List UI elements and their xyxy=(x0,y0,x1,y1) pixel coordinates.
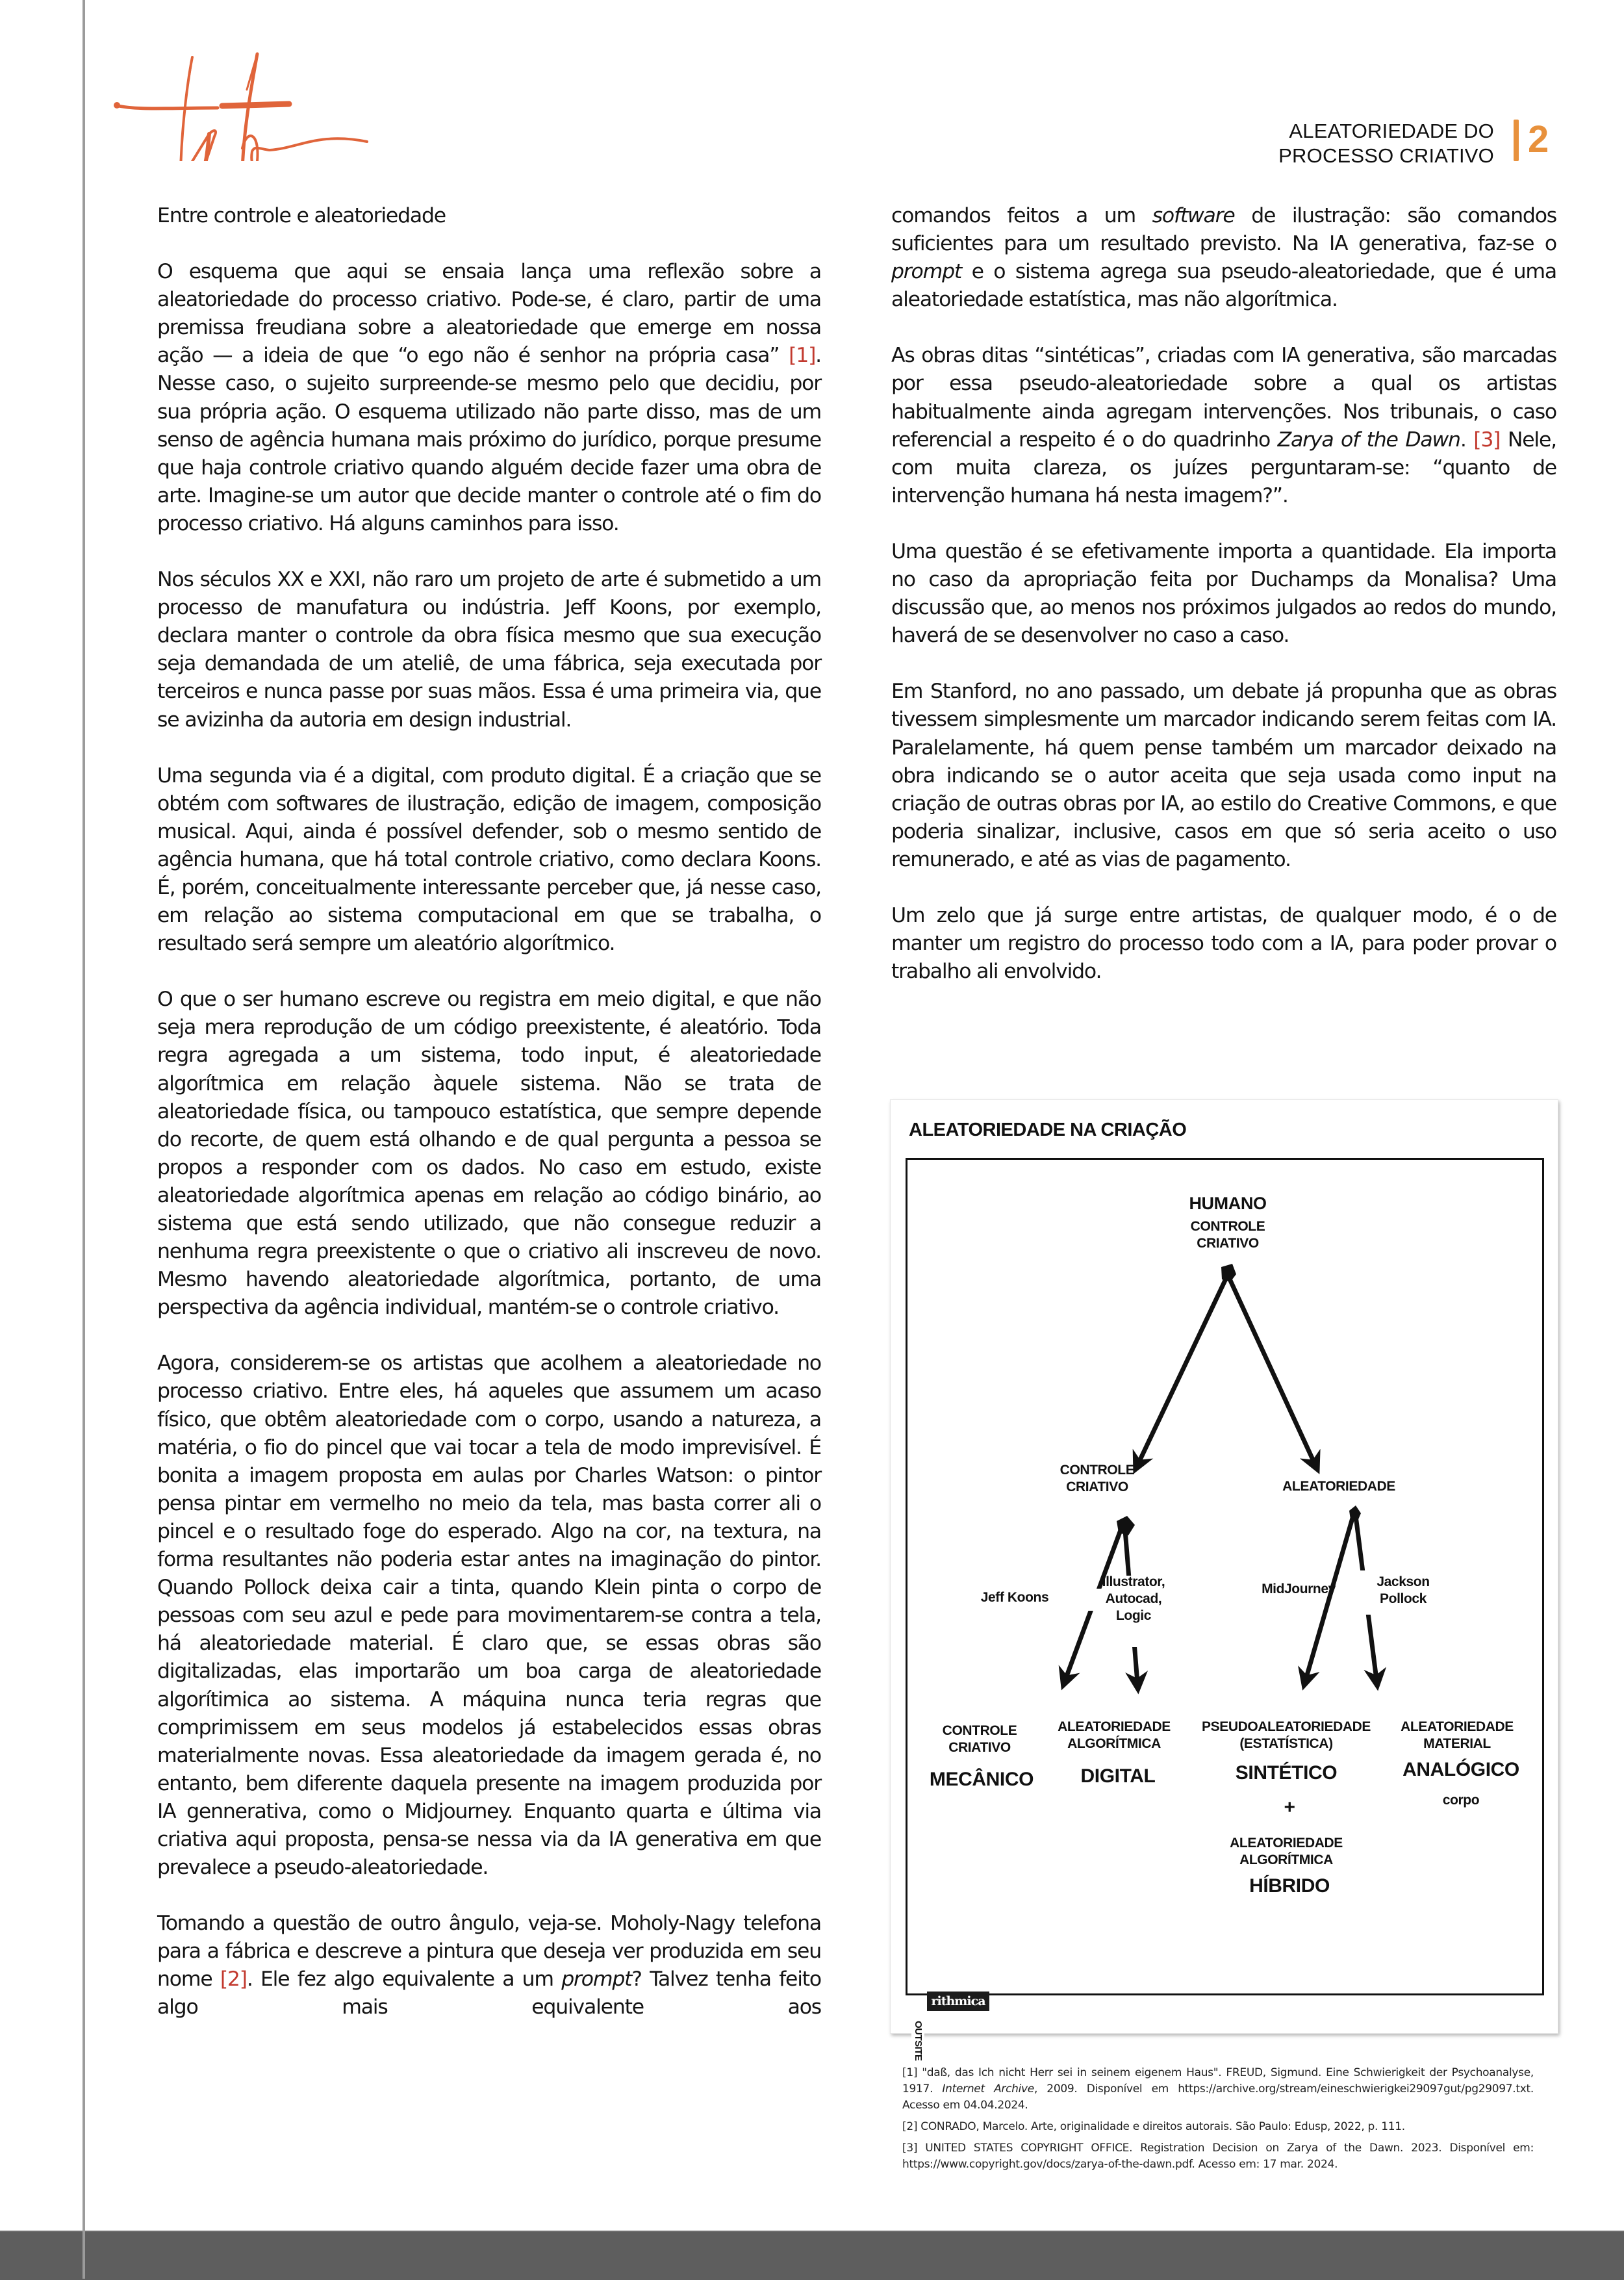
leaf-caption-sintetico xyxy=(1202,1719,1371,1752)
leaf-caption-hibrido xyxy=(1230,1835,1343,1869)
text-line: PSEUDOALEATORIEDADE xyxy=(1202,1719,1371,1734)
text-line: Logic xyxy=(1115,1608,1151,1623)
edge-label-software xyxy=(1102,1574,1165,1624)
text-run: Nele, com muita clareza, os juízes perguntaram-se: “quanto de intervenção humana há nesta imagem?”. xyxy=(891,428,1556,507)
node-humano: HUMANO xyxy=(1189,1194,1267,1213)
running-title-line1: ALEATORIEDADE DO xyxy=(1289,120,1494,142)
text-line: ALEATORIEDADE xyxy=(1230,1836,1343,1851)
paragraph: Uma questão é se efetivamente importa a quantidade. Ela importa no caso da apropriação feita por Duchamps da Monalisa? Uma discussão que, ao menos nos próximos julgados ao redos do mundo, haverá de se desenvolver no caso a caso. xyxy=(891,539,1556,648)
plus-icon: + xyxy=(1284,1797,1295,1818)
edge-label-midjourney: MidJourney xyxy=(1262,1582,1336,1596)
paragraph: Uma segunda via é a digital, com produto digital. É a criação que se obtém com softwares de ilustração, edição de imagem, composição musical. Aqui, ainda é possível defender, sob o mesmo sentido de agência humana, que há total controle criativo, como declara Koons. É, porém, conceitualmente interessante perceber que, já nesse caso, em relação ao sistema computacional em que se trabalha, o resultado será sempre um aleatório algorítmico. xyxy=(157,763,821,956)
footnote-ref-3[interactable]: [3] xyxy=(1473,428,1501,452)
footnote-3: [3] UNITED STATES COPYRIGHT OFFICE. Registration Decision on Zarya of the Dawn. 2023. Disponível em: https://www.copyright.gov/docs/zarya-of-the-dawn.pdf. Acesso em: 17 mar. 2024. xyxy=(902,2142,1534,2171)
running-title-line2: PROCESSO CRIATIVO xyxy=(1278,144,1494,167)
text-line: (ESTATÍSTICA) xyxy=(1239,1736,1333,1751)
text-line: ALEATORIEDADE xyxy=(1401,1719,1514,1734)
edge-label-pollock xyxy=(1377,1574,1429,1608)
text-run: . Ele fez algo equivalente a um xyxy=(246,1967,562,1992)
text-line: Pollock xyxy=(1380,1591,1427,1606)
text-line: ALGORÍTMICA xyxy=(1239,1852,1333,1867)
text-run: . Nesse caso, o sujeito surpreende-se mesmo pelo que decidiu, por sua própria ação. O esquema utilizado não parte disso, mas de um senso de agência humana mais próximo do jurídico, porque presume que haja controle criativo quando alguém decide fazer uma obra de arte. Imagine-se um autor que decide manter o controle até o fim do processo criativo. Há alguns caminhos para isso. xyxy=(157,344,821,535)
leaf-hibrido: HÍBRIDO xyxy=(1249,1875,1330,1897)
text-run: ? Talvez tenha feito algo mais equivalente aos xyxy=(157,1967,821,2019)
section-heading: Entre controle e aleatoriedade xyxy=(157,204,446,227)
italic-term: Internet Archive xyxy=(942,2082,1034,2095)
text-run: Tomando a questão de outro ângulo, veja-se. Moholy-Nagy telefona para a fábrica e descreve a pintura que deseja ver produzida em seu nome xyxy=(157,1912,821,1992)
italic-term: software xyxy=(1152,204,1235,227)
leaf-digital: DIGITAL xyxy=(1080,1765,1156,1787)
text-line: CONTROLE xyxy=(1190,1219,1265,1234)
credit-rithmica-badge: rithmica xyxy=(927,1992,989,2011)
leaf-note-corpo: corpo xyxy=(1442,1793,1480,1808)
text-line: CONTROLE xyxy=(1059,1463,1135,1478)
text-line: ALEATORIEDADE xyxy=(1058,1719,1171,1734)
footnotes xyxy=(902,2065,1534,2178)
paragraph xyxy=(891,202,1556,314)
text-run: , 2009. Disponível em https://archive.org/stream/eineschwierigkei29097gut/pg29097.txt. Acesso em 04.04.2024. xyxy=(902,2082,1534,2112)
paragraph: Em Stanford, no ano passado, um debate já propunha que as obras tivessem simplesmente um marcador indicando serem feitas com IA. Paralelamente, há quem pense também um marcador deixado na obra indicando se o autor aceita que seja usada como input na criação de outras obras por IA, ao estilo do Creative Commons, e que poderia sinalizar, inclusive, casos em que só seria aceito o uso remunerado, e até as vias de pagamento. xyxy=(891,680,1556,871)
text-line: CRIATIVO xyxy=(1066,1479,1128,1494)
text-run: As obras ditas “sintéticas”, criadas com IA generativa, são marcadas por essa pseudo-aleatoriedade sobre a qual os artistas habitualmente ainda agregam intervenções. Nos tribunais, o caso referencial a respeito é o do quadrinho xyxy=(891,344,1556,452)
leaf-caption-analogico xyxy=(1401,1719,1514,1752)
leaf-sintetico: SINTÉTICO xyxy=(1235,1762,1338,1784)
running-title xyxy=(1278,119,1494,168)
page-number: 2 xyxy=(1528,118,1549,160)
paragraph xyxy=(157,1910,821,2021)
credit-outsite: OUTSITE xyxy=(913,2021,924,2061)
italic-term: prompt xyxy=(891,260,962,284)
text-line: Jackson xyxy=(1377,1574,1430,1589)
text-line: CRIATIVO xyxy=(1197,1236,1259,1251)
node-aleatoriedade: ALEATORIEDADE xyxy=(1282,1479,1395,1494)
leaf-analogico: ANALÓGICO xyxy=(1402,1759,1519,1780)
text-line: MATERIAL xyxy=(1423,1736,1491,1751)
node-controle-criativo xyxy=(1060,1462,1135,1496)
footnote-ref-1[interactable]: [1] xyxy=(789,344,816,368)
tato-logo-icon xyxy=(110,25,370,161)
article-right-column xyxy=(891,202,1556,1014)
footer-band xyxy=(0,2230,1624,2280)
paragraph: Agora, considerem-se os artistas que acolhem a aleatoriedade no processo criativo. Entre eles, há aqueles que assumem um acaso físico, que obtêm aleatoriedade com o corpo, usando a natureza, a matéria, o fio do pincel que vai tocar a tela de modo imprevisível. É bonita a imagem proposta em aulas por Charles Watson: o pintor pensa pintar em vermelho no meio da tela, mas basta correr ali o pincel e o resultado foge do esperado. Algo na cor, na textura, na forma resultantes não poderia estar antes na imaginação do pintor. Quando Pollock deixa cair a tinta, quando Klein pinta o corpo de pessoas com seu azul e pede para movimentarem-se contra a tela, há aleatoriedade material. É claro que, se essas obras são digitalizadas, elas importarão um boa carga de aleatoriedade algorítimica ao sistema. A máquina nunca teria regras que comprimissem em seus modelos já estabelecidos essas obras materialmente novas. Essa aleatoriedade da imagem gerada é, no entanto, bem diferente daquela presente na imagem produzida por IA gennerativa, como o Midjourney. Enquanto quarta e última via criativa aqui proposta, pensa-se nessa via da IA generativa em que prevalece a pseudo-aleatoriedade. xyxy=(157,1351,821,1880)
text-line: ALGORÍTMICA xyxy=(1067,1736,1161,1751)
footnote-2: [2] CONRADO, Marcelo. Arte, originalidade e direitos autorais. São Paulo: Edusp, 2022, p. 111. xyxy=(902,2120,1405,2133)
text-run: . xyxy=(1460,428,1474,452)
text-line: Autocad, xyxy=(1105,1591,1162,1606)
text-run: de ilustração: são comandos suficientes para um resultado previsto. Na IA generativa, faz-se o xyxy=(891,204,1556,256)
figure-title: ALEATORIEDADE NA CRIAÇÃO xyxy=(909,1120,1187,1140)
node-humano-subtitle xyxy=(1191,1218,1265,1252)
italic-term: prompt xyxy=(561,1967,632,1992)
paragraph: O que o ser humano escreve ou registra em meio digital, e que não seja mera reprodução de um código preexistente, é aleatório. Toda regra agregada a um sistema, todo input, é aleatoriedade algorítmica em relação àquele sistema. Não se trata de aleatoriedade física, ou tampouco estatística, que sempre depende do recorte, de quem está olhando e de qual pergunta a pessoa se propos a responder com os dados. No caso em estudo, existe aleatoriedade algorítmica apenas em relação ao código binário, ao sistema que está sendo utilizado, que não consegue reduzir a nenhuma regra preexistente o que o criativo ali inscreveu de novo. Mesmo havendo aleatoriedade algorítmica, portanto, de uma perspectiva da agência individual, mantém-se o controle criativo. xyxy=(157,988,821,1320)
paragraph xyxy=(157,258,821,538)
edge-label-jeff-koons: Jeff Koons xyxy=(980,1590,1049,1605)
leaf-caption-mecanico xyxy=(943,1723,1017,1756)
paragraph: Um zelo que já surge entre artistas, de qualquer modo, é o de manter um registro do processo todo com a IA, para poder provar o trabalho ali envolvido. xyxy=(891,903,1556,984)
paragraph: Nos séculos XX e XXI, não raro um projeto de arte é submetido a um processo de manufatura ou indústria. Jeff Koons, por exemplo, declara manter o controle da obra física mesmo que sua execução seja demandada de um ateliê, de uma fábrica, seja executada por terceiros e nunca passe por suas mãos. Essa é uma primeira via, que se avizinha da autoria em design industrial. xyxy=(157,568,821,732)
text-line: Illustrator, xyxy=(1102,1574,1165,1589)
text-line: CRIATIVO xyxy=(948,1740,1011,1755)
article-left-column xyxy=(157,202,821,2050)
text-run: e o sistema agrega sua pseudo-aleatoriedade, que é uma aleatoriedade estatística, mas não algorítmica. xyxy=(891,260,1556,312)
footnote-ref-2[interactable]: [2] xyxy=(220,1967,247,1992)
page-margin-rule xyxy=(82,0,85,2279)
paragraph xyxy=(891,342,1556,510)
leaf-caption-digital xyxy=(1058,1719,1171,1752)
page-number-divider xyxy=(1514,120,1519,161)
italic-term: Zarya of the Dawn xyxy=(1277,428,1460,452)
leaf-mecanico: MECÂNICO xyxy=(929,1769,1034,1790)
diagram-arrows-icon xyxy=(907,1160,1542,1993)
footnote-1 xyxy=(902,2065,1534,2114)
text-run: [1] "daß, das Ich nicht Herr sei in seinem eigenem Haus". FREUD, Sigmund. Eine Schwierigkeit der Psychoanalyse, 1917. xyxy=(902,2066,1534,2095)
figure-card xyxy=(890,1099,1558,2061)
text-run: O esquema que aqui se ensaia lança uma reflexão sobre a aleatoriedade do processo criativo. Pode-se, é claro, partir de uma premissa freudiana sobre a aleatoriedade que emerge em nossa ação — a ideia de que “o ego não é senhor na própria casa” xyxy=(157,260,821,368)
text-run: comandos feitos a um xyxy=(891,204,1152,227)
text-line: CONTROLE xyxy=(942,1723,1017,1738)
